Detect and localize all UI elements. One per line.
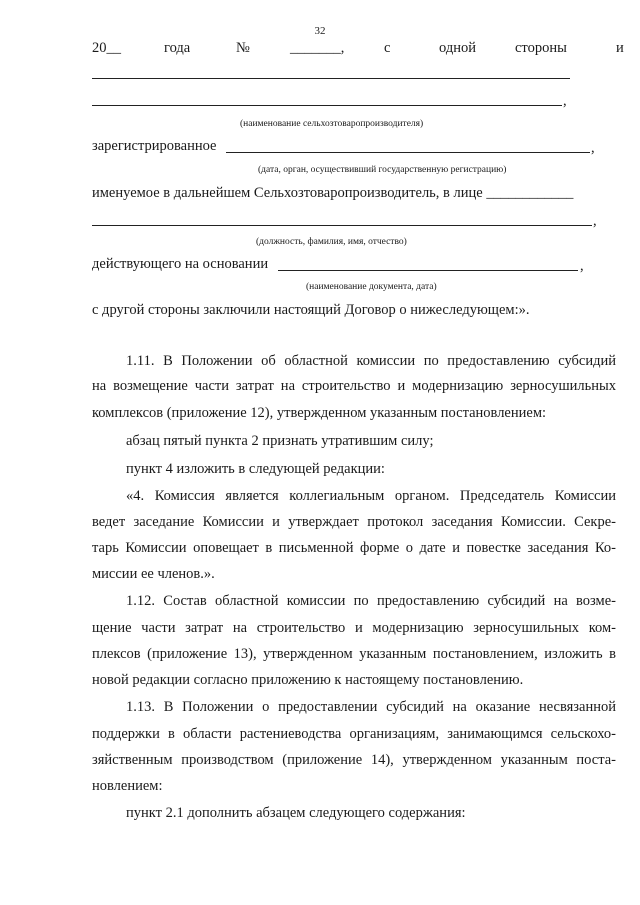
acting-label: действующего на основании — [92, 256, 269, 272]
paragraph-6-line-1: 1.13. В Положении о предоставлении субсидий на оказание несвязанной — [126, 699, 616, 715]
paragraph-4-line-3: тарь Комиссии оповещает в письменной форме о дате и повестке заседания Ко- — [92, 540, 616, 556]
paragraph-5-line-1: 1.12. Состав областной комиссии по предоставлению субсидий на возме- — [126, 593, 616, 609]
caption-document: (наименование документа, дата) — [306, 282, 437, 292]
blank-line-2 — [92, 105, 562, 106]
number-sign: № — [236, 40, 250, 56]
paragraph-5-line-3: плексов (приложение 13), утвержденном указанным постановлением, изложить в — [92, 646, 616, 662]
caption-person: (должность, фамилия, имя, отчество) — [256, 237, 407, 247]
year-word: года — [164, 40, 191, 56]
paragraph-6-line-3: зяйственным производством (приложение 14), утвержденном указанным поста- — [92, 752, 616, 768]
paragraph-7: пункт 2.1 дополнить абзацем следующего содержания: — [126, 805, 466, 821]
page-number: 32 — [314, 25, 326, 37]
word-i: и — [616, 40, 624, 56]
person-comma: , — [593, 213, 597, 229]
concluded-line: с другой стороны заключили настоящий Договор о нижеследующем:». — [92, 302, 530, 318]
paragraph-1-line-2: на возмещение части затрат на строительство и модернизацию зерносушильных — [92, 378, 616, 394]
named-line: именуемое в дальнейшем Сельхозтоваропроизводитель, в лице ____________ — [92, 185, 574, 201]
paragraph-4-line-4: миссии ее членов.». — [92, 566, 215, 582]
blank-line-2-comma: , — [563, 93, 567, 109]
year-field: 20__ — [92, 40, 121, 56]
paragraph-4-line-1: «4. Комиссия является коллегиальным органом. Председатель Комиссии — [126, 488, 616, 504]
paragraph-5-line-2: щение части затрат на строительство и модернизацию зерносушильных ком- — [92, 620, 616, 636]
word-odnoy: одной — [439, 40, 476, 56]
acting-comma: , — [580, 258, 584, 274]
paragraph-2: абзац пятый пункта 2 признать утратившим силу; — [126, 433, 434, 449]
word-s: с — [384, 40, 391, 56]
blank-line-1 — [92, 78, 570, 79]
paragraph-4-line-2: ведет заседание Комиссии и утверждает протокол заседания Комиссии. Секре- — [92, 514, 616, 530]
caption-producer: (наименование сельхозтоваропроизводителя) — [240, 119, 424, 129]
caption-registration: (дата, орган, осуществивший государственную регистрацию) — [258, 165, 507, 175]
number-blank: _______, — [290, 40, 345, 56]
paragraph-1-line-3: комплексов (приложение 12), утвержденном указанным постановлением: — [92, 405, 547, 421]
acting-blank — [278, 270, 578, 271]
contract-header-row — [92, 40, 626, 58]
paragraph-6-line-2: поддержки в области растениеводства организациям, занимающимся сельскохо- — [92, 726, 616, 742]
paragraph-5-line-4: новой редакции согласно приложению к настоящему постановлению. — [92, 672, 524, 688]
person-blank — [92, 225, 592, 226]
registered-blank — [226, 152, 590, 153]
paragraph-1-line-1: 1.11. В Положении об областной комиссии по предоставлению субсидий — [126, 353, 616, 369]
paragraph-3: пункт 4 изложить в следующей редакции: — [126, 461, 385, 477]
paragraph-6-line-4: новлением: — [92, 778, 163, 794]
registered-comma: , — [591, 140, 595, 156]
registered-label: зарегистрированное — [92, 138, 217, 154]
word-storony: стороны — [515, 40, 567, 56]
